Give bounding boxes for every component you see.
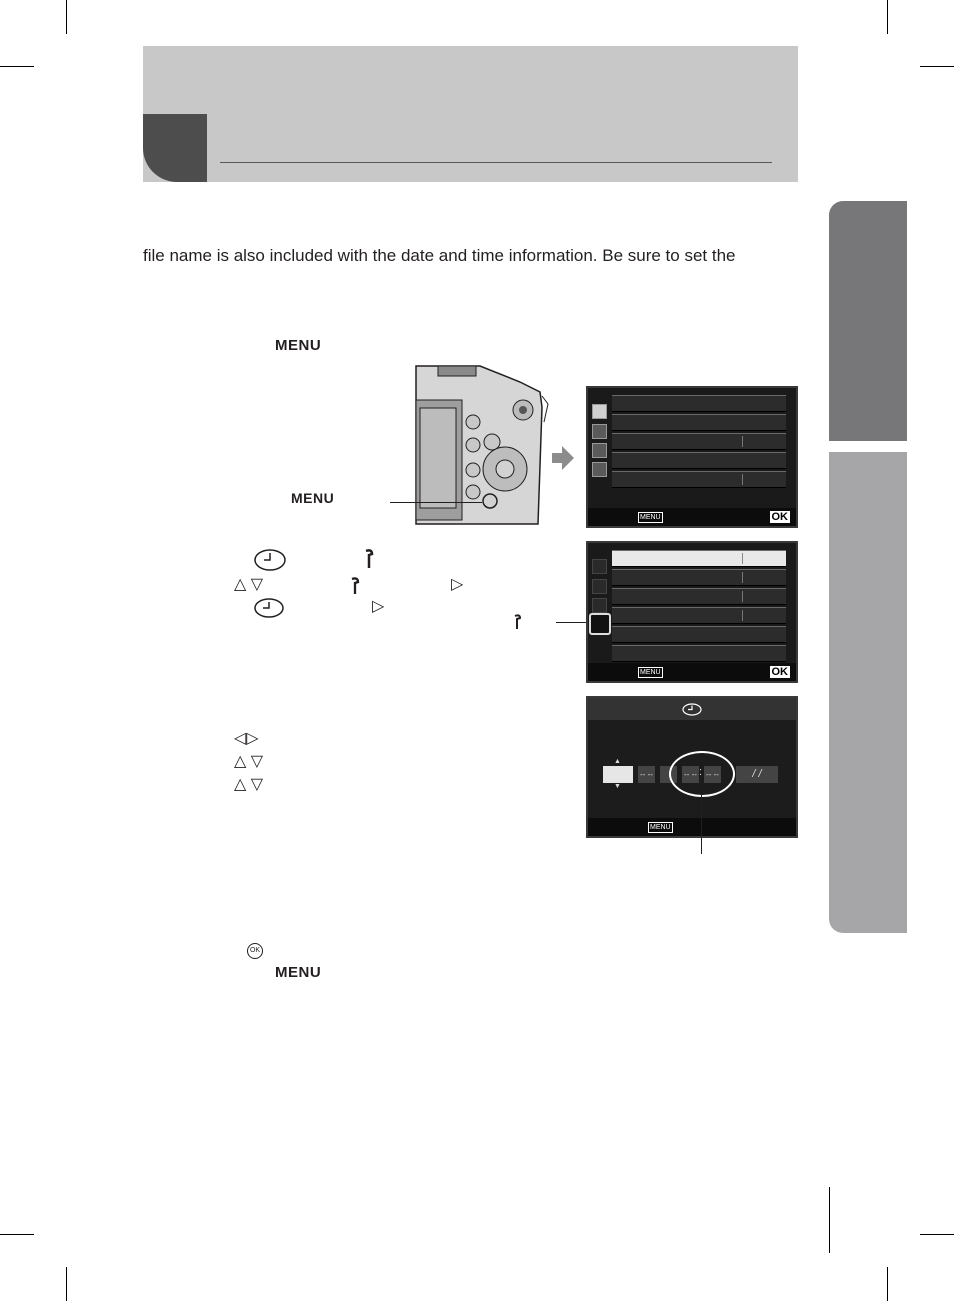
setup-menu-icon: [589, 613, 611, 635]
arrow-right-icon: [552, 446, 574, 470]
page-edge-rule: [829, 1187, 830, 1253]
crop-mark: [0, 66, 34, 67]
camera-menu-screen: [586, 386, 798, 528]
menu-row[interactable]: [612, 452, 786, 469]
clock-icon: [254, 598, 284, 618]
up-down-arrows: △ ▽: [234, 753, 264, 770]
menu-row[interactable]: [612, 626, 786, 643]
camera-illustration: [380, 362, 550, 528]
screen-footer: [588, 508, 796, 526]
minute-field[interactable]: -- --: [704, 766, 721, 783]
menu-row[interactable]: [612, 645, 786, 662]
crop-mark: [920, 1234, 954, 1235]
side-tab: [829, 452, 907, 933]
right-arrow: ▷: [372, 598, 385, 615]
menu-row[interactable]: [612, 433, 786, 450]
menu-key-icon: MENU: [650, 824, 671, 831]
menu-button-label: MENU: [275, 337, 322, 354]
crop-mark: [887, 1267, 888, 1301]
menu-row[interactable]: [612, 395, 786, 412]
menu-key-icon: MENU: [640, 669, 661, 676]
header-rule: [220, 162, 772, 163]
field-up-arrow: ▲: [614, 758, 621, 765]
menu-button-label: MENU: [275, 964, 322, 981]
date-time-row[interactable]: [612, 550, 786, 567]
crop-mark: [887, 0, 888, 34]
menu-key-icon: MENU: [640, 514, 661, 521]
date-time-screen: [586, 696, 798, 838]
clock-icon: [682, 703, 702, 716]
field-down-arrow: ▼: [614, 783, 621, 790]
shooting-menu-1-icon: [592, 404, 607, 419]
ok-button-icon: OK: [247, 943, 263, 959]
up-down-arrows: △ ▽: [234, 576, 264, 593]
year-field[interactable]: [603, 766, 633, 783]
menu-row[interactable]: [612, 471, 786, 488]
ok-key-icon: OK: [771, 666, 788, 678]
monitor-adjust-row[interactable]: [612, 588, 786, 605]
crop-mark: [0, 1234, 34, 1235]
language-row[interactable]: [612, 569, 786, 586]
playback-menu-icon: [592, 598, 607, 613]
setup-wrench-icon: [350, 577, 360, 595]
setup-menu-screen: [586, 541, 798, 683]
date-format-field[interactable]: / /: [736, 766, 778, 783]
time-highlight-ellipse: [669, 751, 735, 797]
shooting-menu-2-icon: [592, 424, 607, 439]
shooting-menu-2-icon: [592, 579, 607, 594]
screen-footer: [588, 663, 796, 681]
shooting-menu-1-icon: [592, 559, 607, 574]
body-text: file name is also included with the date and time information. Be sure to set the: [143, 246, 736, 265]
setup-wrench-icon: [364, 549, 374, 569]
callout-line: [701, 795, 702, 854]
month-field[interactable]: -- --: [638, 766, 655, 783]
left-right-arrows: ◁▷: [234, 730, 259, 747]
ok-key-icon: OK: [771, 511, 788, 523]
up-down-arrows: △ ▽: [234, 776, 264, 793]
setup-menu-icon: [592, 462, 607, 477]
crop-mark: [66, 0, 67, 34]
side-tab-active: [829, 201, 907, 441]
hour-field[interactable]: -- --: [682, 766, 699, 783]
clock-icon: [254, 549, 286, 571]
right-arrow: ▷: [451, 576, 464, 593]
crop-mark: [920, 66, 954, 67]
time-separator: :: [699, 766, 703, 778]
menu-row[interactable]: [612, 414, 786, 431]
screen-footer: [588, 818, 796, 836]
camera-menu-callout-label: MENU: [291, 490, 335, 506]
header-chapter-tab: [143, 114, 207, 182]
setup-wrench-icon: [513, 614, 522, 630]
menu-row[interactable]: [612, 607, 786, 624]
crop-mark: [66, 1267, 67, 1301]
playback-menu-icon: [592, 443, 607, 458]
callout-line: [390, 502, 482, 503]
callout-line: [556, 622, 586, 623]
